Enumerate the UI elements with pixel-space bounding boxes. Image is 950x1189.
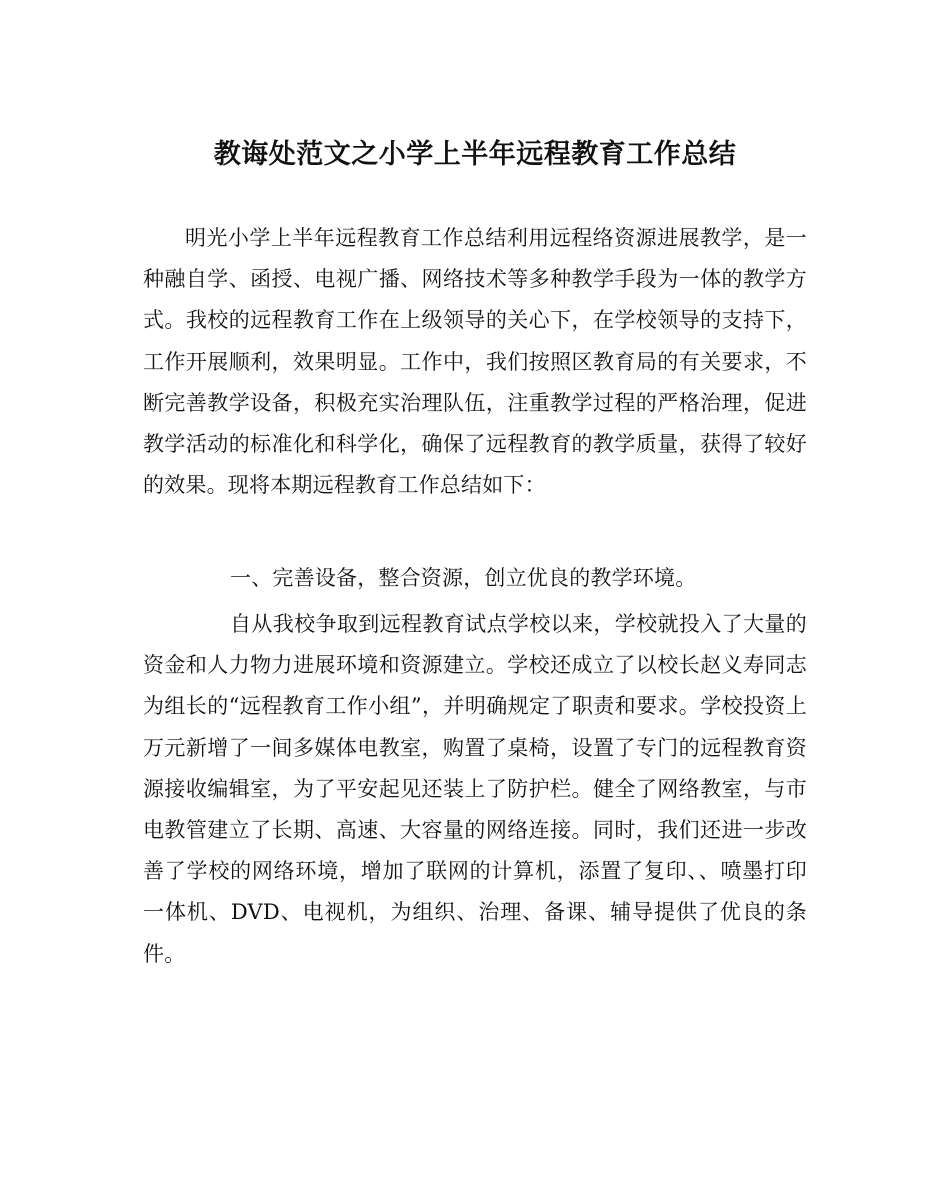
section-paragraph: 自从我校争取到远程教育试点学校以来，学校就投入了大量的资金和人力物力进展环境和资源建立。学校还成立了以校长赵义寿同志为组长的“远程教育工作小组”，并明确规定了职责和要求。学校投资上万元新增了一间多媒体电教室，购置了桌椅，设置了专门的远程教育资源接收编辑室，为了平安起见还装上了防护栏。健全了网络教室，与市电教管建立了长期、高速、大容量的网络连接。同时，我们还进一步改善了学校的网络环境，增加了联网的计算机，添置了复印、、喷墨打印一体机、DVD、电视机，为组织、治理、备课、辅导提供了优良的条件。: [143, 612, 807, 966]
document-title: 教诲处范文之小学上半年远程教育工作总结: [213, 139, 737, 170]
section-heading: 一、完善设备，整合资源，创立优良的教学环境。: [230, 566, 697, 590]
intro-paragraph: 明光小学上半年远程教育工作总结利用远程络资源进展教学，是一种融自学、函授、电视广播、网络技术等多种教学手段为一体的教学方式。我校的远程教育工作在上级领导的关心下，在学校领导的支持下，工作开展顺利，效果明显。工作中，我们按照区教育局的有关要求，不断完善教学设备，积极充实治理队伍，注重教学过程的严格治理，促进教学活动的标准化和科学化，确保了远程教育的教学质量，获得了较好的效果。现将本期远程教育工作总结如下：: [143, 226, 807, 498]
